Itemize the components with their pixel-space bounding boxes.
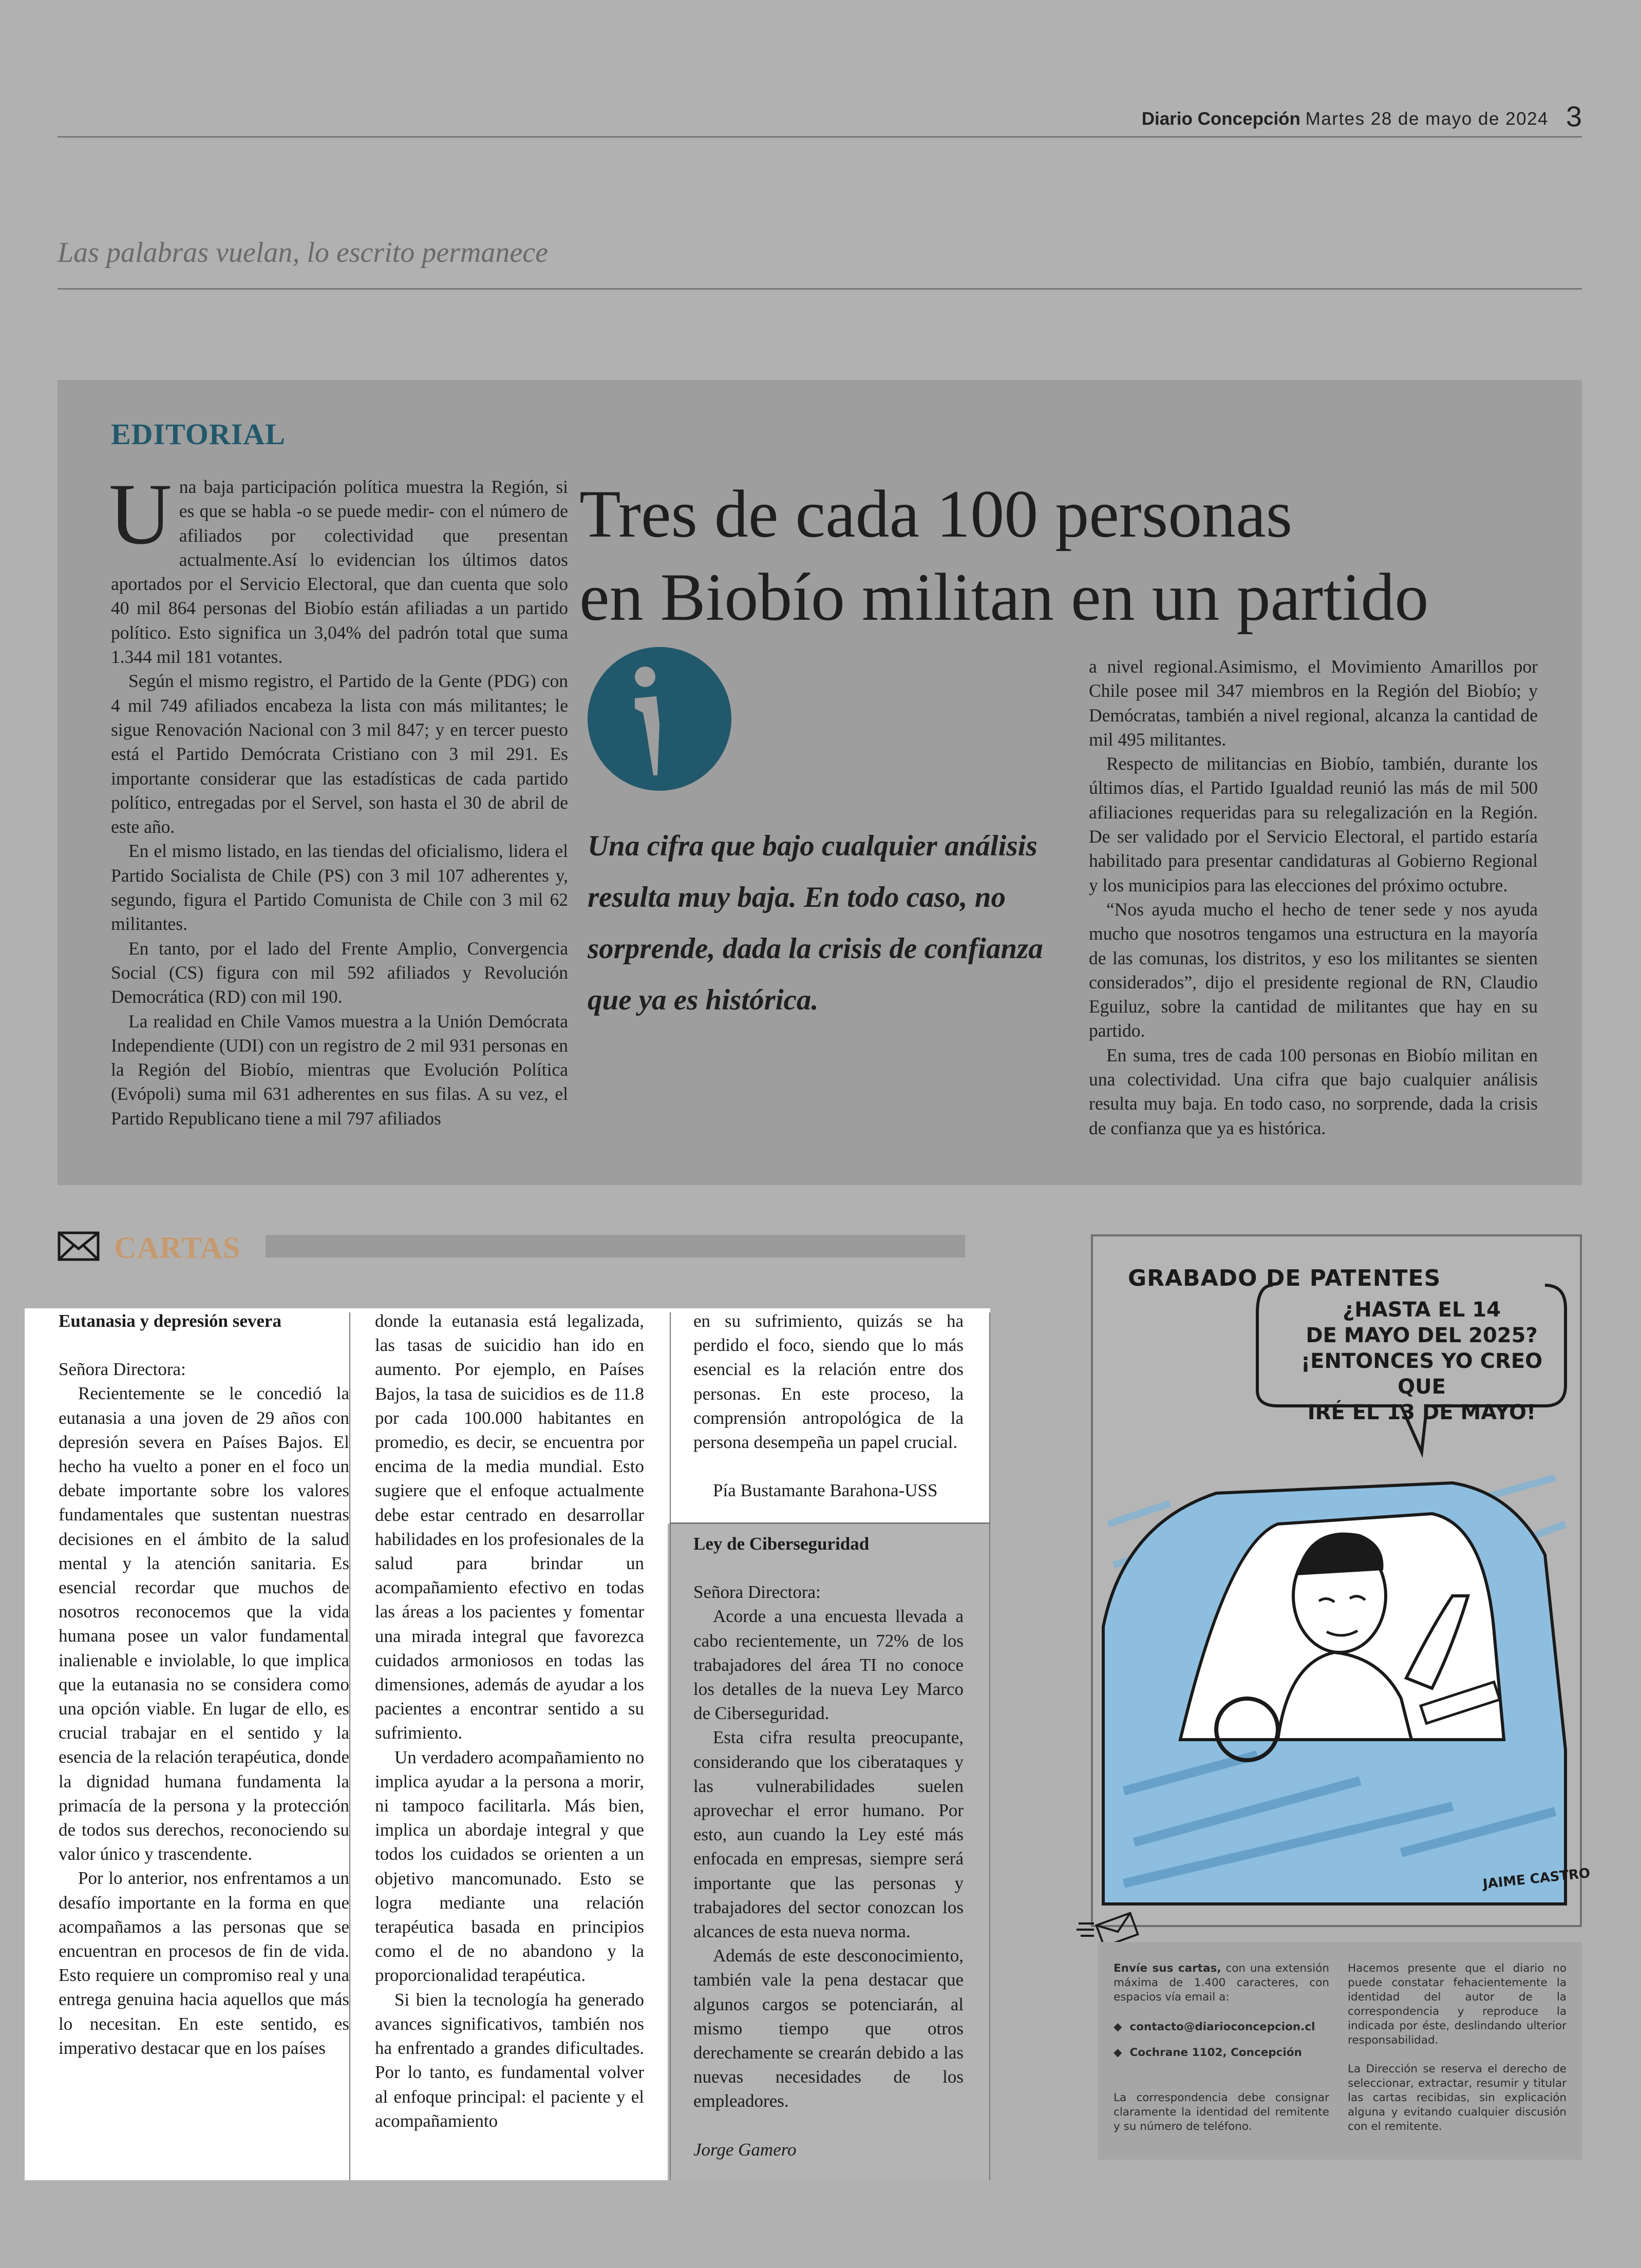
info-icon	[588, 647, 731, 791]
bubble-line: ¡ENTONCES YO CREO QUE	[1300, 1349, 1543, 1399]
editorial-paragraph: La realidad en Chile Vamos muestra a la Unión Demócrata Independiente (UDI) con un registro de 2 mil 931 personas en la Región del Biobío, mientras que Evolución Política (Evópoli) suma mil 631 adherentes en sus filas. A su vez, el Partido Republicano tiene a mil 797 afiliados	[111, 1011, 568, 1129]
column-rule	[989, 1312, 990, 2180]
info-right-column	[1348, 1961, 1567, 2134]
cartas-header	[58, 1230, 965, 1265]
drop-cap: U	[109, 466, 172, 562]
contact-email-line	[1114, 2020, 1329, 2034]
letter-paragraph: Si bien la tecnología ha generado avances significativos, también nos ha enfrentado a grandes dificultades. Por lo tanto, es fundamental volver al enfoque principal: el paciente y el acompañamiento	[375, 1989, 644, 2131]
headline-line-1: Tres de cada 100 personas	[579, 476, 1293, 551]
editorial-headline	[579, 472, 1555, 639]
bubble-line: IRÉ EL 13 DE MAYO!	[1307, 1401, 1536, 1424]
editorial-paragraph: Según el mismo registro, el Partido de la Gente (PDG) con 4 mil 749 afiliados encabeza la lista con más militantes; le sigue Renovación Nacional con 3 mil 847; y en tercer puesto está el Partido Demócrata Cristiano con 3 mil 291. Es importante considerar que las estadísticas de cada partido político, entregadas por el Servel, son hasta el 30 de abril de este año.	[111, 671, 568, 837]
cartoon-title: GRABADO DE PATENTES	[1128, 1265, 1441, 1291]
cartoonist-signature: JAIME CASTRO	[1482, 1865, 1591, 1892]
headline-line-2: en Biobío militan en un partido	[579, 559, 1429, 635]
letter-signature: Pía Bustamante Barahona-USS	[713, 1480, 938, 1501]
motto-text: Las palabras vuelan, lo escrito permanece	[58, 237, 548, 269]
disclaimer-2: La Dirección se reserva el derecho de seleccionar, extractar, resumir y titular las cartas recibidas, sin explicación alguna y evitando cualquier discusión con el remitente.	[1348, 2063, 1567, 2133]
editorial-paragraph: En suma, tres de cada 100 personas en Biobío militan en una colectividad. Una cifra que bajo cualquier análisis resulta muy baja. En todo caso, no sorprende, dada la crisis de confianza que ya es histórica.	[1089, 1044, 1538, 1138]
letter-paragraph: Esta cifra resulta preocupante, considerando que los ciberataques y las vulnerabilidades suelen aprovechar el error humano. Por esto, aun cuando la Ley esté más enfocada en empresas, siempre será importante que las personas y trabajadores del sector conozcan los alcances de esta nueva norma.	[693, 1727, 964, 1942]
editorial-paragraph: Respecto de militancias en Biobío, también, durante los últimos días, el Partido Igualdad reunió las más de mil 500 afiliaciones requeridas para su relegalización en la Región. De ser validado por el Servicio Electoral, el partido estaría habilitado para presentar candidaturas al Gobierno Regional y los municipios para las elecciones del próximo octubre.	[1089, 753, 1538, 895]
page-number: 3	[1565, 100, 1582, 132]
pull-quote: Una cifra que bajo cualquier análisis resulta muy baja. En todo caso, no sorprende, dada la crisis de confianza que ya es histórica.	[588, 830, 1043, 1016]
letter-1-column-2	[375, 1309, 644, 2133]
masthead-paper-date	[1142, 109, 1549, 129]
editorial-paragraph: “Nos ayuda mucho el hecho de tener sede y nos ayuda mucho que nosotros tengamos una estructura en la mayoría de las comunas, los distritos, y eso los militantes se sienten considerados”, dijo el presidente regional de RN, Claudio Eguiluz, sobre la cantidad de militantes que hay en su partido.	[1089, 899, 1538, 1041]
editorial-column-1	[109, 466, 568, 1131]
editorial-label: EDITORIAL	[111, 417, 286, 451]
editorial-paragraph: En el mismo listado, en las tiendas del oficialismo, lidera el Partido Socialista de Chile (PS) con 3 mil 107 adherentes y, segundo, figura el Partido Comunista de Chile con 3 mil 62 militantes.	[111, 841, 568, 935]
letter-1-column-1	[59, 1309, 349, 2060]
bubble-line: ¿HASTA EL 14	[1343, 1298, 1501, 1322]
letter-paragraph: Un verdadero acompañamiento no implica ayudar a la persona a morir, ni tampoco facilitarla. Más bien, implica un abordaje integral y que todos los cuidados se orienten a un objetivo mancomunado. Esto se logra mediante una relación terapéutica basada en principios como el de no abandono y la proporcionalidad terapéutica.	[375, 1747, 644, 1986]
letters-divider	[670, 1522, 990, 1524]
letter-1-column-3	[693, 1309, 964, 1502]
diamond-bullet-icon: ◆	[1114, 2046, 1130, 2059]
identity-note: La correspondencia debe consignar claramente la identidad del remitente y su número de teléfono.	[1114, 2091, 1329, 2133]
letter-2	[693, 1532, 964, 2162]
column-rule	[349, 1312, 350, 2180]
letter-paragraph: donde la eutanasia está legalizada, las tasas de suicidio han ido en aumento. Por ejemplo, en Países Bajos, la tasa de suicidios es de 11.8 por cada 100.000 habitantes en promedio, es decir, se encuentra por encima de la media mundial. Esto sugiere que el enfoque actualmente debe estar centrado en desarrollar habilidades en los profesionales de la salud para brindar un acompañamiento efectivo en todas las áreas a los pacientes y fomentar una mirada integral que favorezca cuidados armoniosos en todas las dimensiones, además de ayudar a los pacientes a encontrar sentido a su sufrimiento.	[375, 1311, 644, 1743]
column-rule	[670, 1312, 671, 2180]
bubble-line: DE MAYO DEL 2025?	[1306, 1324, 1538, 1347]
send-rest: con una extensión máxima de 1.400 caracteres, con espacios vía email a:	[1114, 1962, 1329, 2004]
cartas-header-bar	[266, 1235, 965, 1257]
info-left-column	[1114, 1961, 1329, 2134]
cartoon-panel	[1091, 1234, 1591, 1927]
issue-date: Martes 28 de mayo de 2024	[1305, 109, 1549, 129]
paper-name: Diario Concepción	[1141, 109, 1300, 129]
letter-signature: Jorge Gamero	[693, 2139, 797, 2160]
contact-email[interactable]: contacto@diarioconcepcion.cl	[1129, 2021, 1315, 2033]
editorial-paragraph-text: na baja participación política muestra la Región, si es que se habla -o se puede medir- con el número de afiliados por colectividad que presentan actualmente.Así lo evidencian los últimos datos aportados por el Servicio Electoral, que dan cuenta que solo 40 mil 864 personas del Biobío están afiliadas a un partido político. Esto significa un 3,04% del padrón total que suma 1.344 mil 181 votantes.	[111, 477, 568, 668]
editorial-box	[58, 380, 1582, 1185]
editorial-paragraph	[109, 466, 568, 669]
editorial-paragraph: En tanto, por el lado del Frente Amplio, Convergencia Social (CS) figura con mil 592 afiliados y Revolución Democrática (RD) con mil 190.	[111, 938, 568, 1007]
letters-info-box	[1098, 1942, 1582, 2160]
speech-bubble-text	[1278, 1297, 1565, 1425]
letter-paragraph: Por lo anterior, nos enfrentamos a un desafío importante en la forma en que acompañamos a las personas que se encuentran en procesos de fin de vida. Esto requiere un compromiso real y una entrega genuina hacia aquellos que más lo necesitan. En este sentido, es imperativo destacar que en los países	[59, 1868, 349, 2058]
envelope-icon	[58, 1231, 100, 1261]
letter-title: Ley de Ciberseguridad	[693, 1534, 870, 1554]
letter-paragraph: en su sufrimiento, quizás se ha perdido el foco, siendo que lo más esencial es la relación entre dos personas. En este proceso, la comprensión antropológica de la persona desempeña un papel crucial.	[693, 1311, 964, 1453]
letter-paragraph: Acorde a una encuesta llevada a cabo recientemente, un 72% de los trabajadores del área TI no conoce los detalles de la nueva Ley Marco de Ciberseguridad.	[693, 1606, 964, 1724]
send-mail-icon	[1077, 1912, 1138, 1946]
letter-paragraph: Además de este desconocimiento, también vale la pena destacar que algunos cargos se potenciarán, al mismo tiempo que otros derechamente se crearán debido a las nuevas necesidades de los empleadores.	[693, 1946, 964, 2111]
send-instructions	[1114, 1961, 1329, 2005]
diamond-bullet-icon: ◆	[1114, 2021, 1130, 2033]
editorial-column-3	[1089, 655, 1538, 1140]
disclaimer-1: Hacemos presente que el diario no puede constatar fehacientemente la identidad del autor de la correspondencia y reproduce la indicada por éste, deslindando ulterior responsabilidad.	[1348, 1962, 1567, 2047]
letter-salutation: Señora Directora:	[59, 1359, 186, 1380]
letter-paragraph: Recientemente se le concedió la eutanasia a una joven de 29 años con depresión severa en Países Bajos. El hecho ha vuelto a poner en el foco un debate importante sobre los valores fundamentales que sustentan nuestras decisiones en el ámbito de la salud mental y la atención sanitaria. Es esencial recordar que muchos de nosotros reconocemos que la vida humana posee un valor fundamental inalienable e inviolable, lo que implica que la eutanasia no se considera como una opción viable. En lugar de ello, es crucial trabajar en el sentido y la esencia de la relación terapéutica, donde la dignidad humana fundamenta la primacía de la persona y la protección de todos sus derechos, reconociendo su valor único y trascendente.	[59, 1383, 349, 1864]
letter-salutation: Señora Directora:	[693, 1582, 821, 1603]
send-lead: Envíe sus cartas,	[1114, 1962, 1221, 1975]
cartas-label: CARTAS	[114, 1231, 241, 1265]
letter-title: Eutanasia y depresión severa	[59, 1311, 281, 1331]
masthead	[58, 98, 1582, 138]
contact-address: Cochrane 1102, Concepción	[1129, 2046, 1302, 2059]
editorial-paragraph: a nivel regional.Asimismo, el Movimiento Amarillos por Chile posee mil 347 miembros en la Región del Biobío; y Demócratas, también a nivel regional, alcanza la cantidad de mil 495 militantes.	[1089, 656, 1538, 750]
section-motto	[58, 226, 1582, 290]
contact-address-line	[1114, 2046, 1329, 2060]
